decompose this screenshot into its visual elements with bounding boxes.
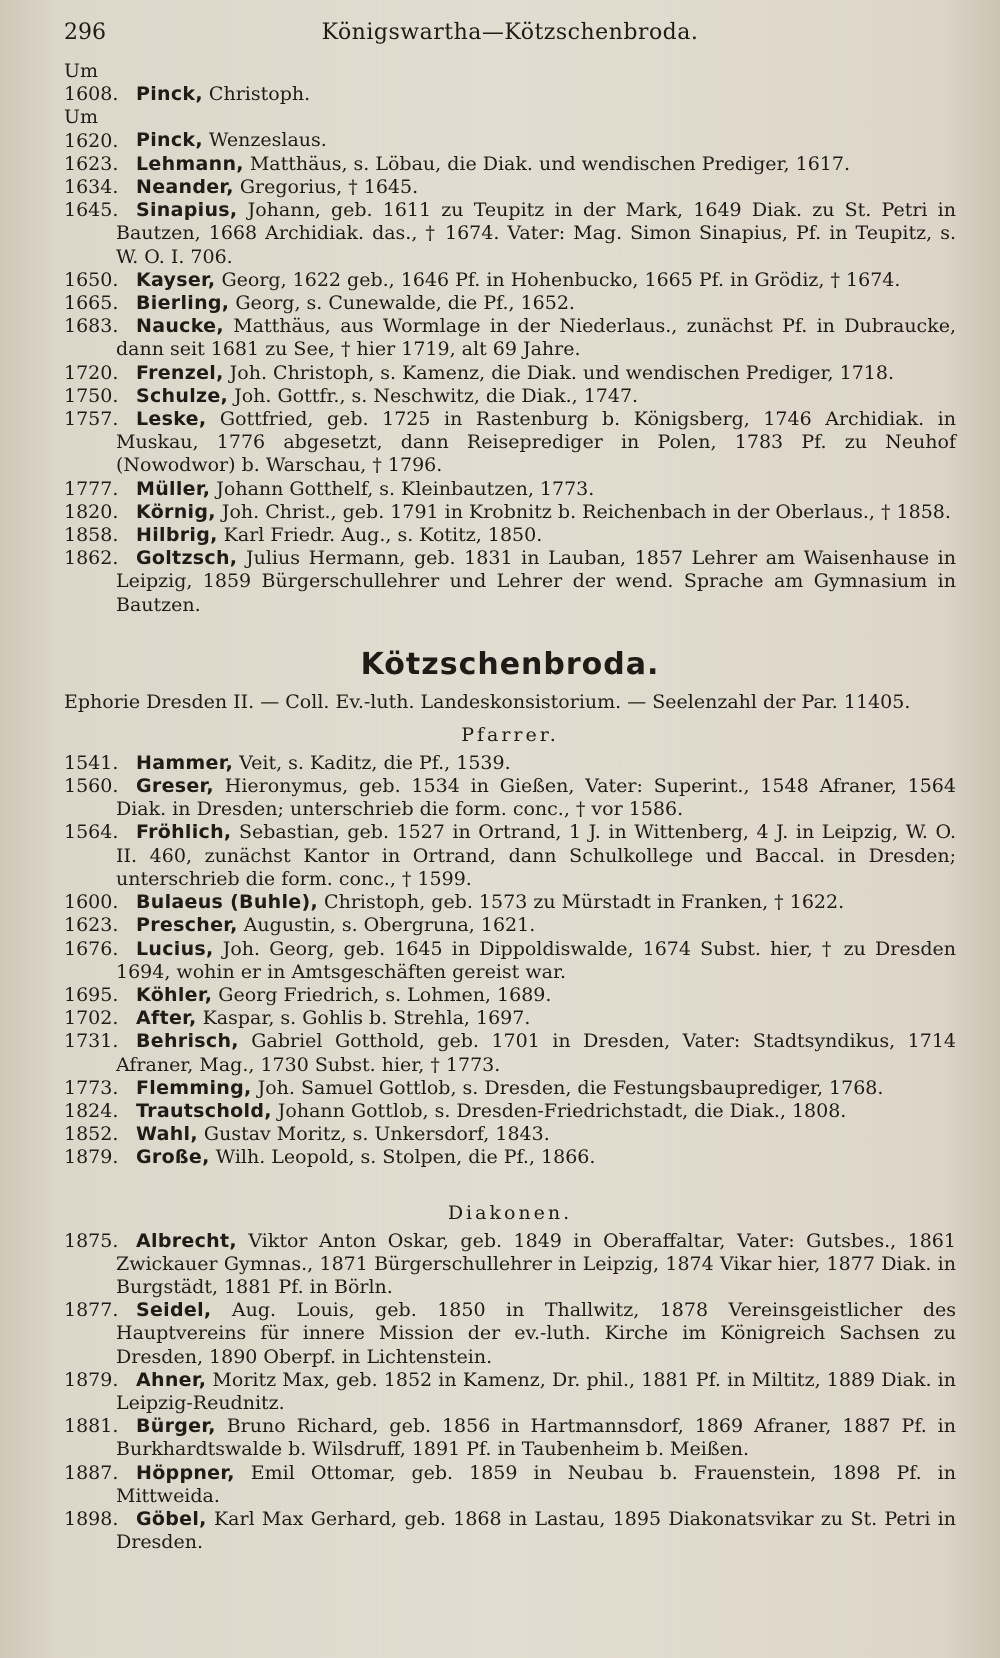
entry-year: 1773. — [64, 1076, 119, 1099]
list-item — [64, 524, 956, 547]
entry-text: Johann Gottlob, s. Dresden-Friedrichstadt, die Diak., 1808. — [271, 1099, 847, 1122]
list-item — [64, 408, 956, 478]
entry-year: 1820. — [64, 500, 119, 523]
page-number: 296 — [64, 20, 106, 45]
entry-name: Albrecht, — [136, 1229, 237, 1252]
entry-year: 1879. — [64, 1146, 119, 1169]
list-item — [64, 199, 956, 269]
list-item — [64, 1508, 956, 1554]
entry-year: 1650. — [64, 268, 119, 291]
entry-text: Georg, 1622 geb., 1646 Pf. in Hohenbucko, 1665 Pf. in Grödiz, † 1674. — [215, 268, 901, 291]
entry-year: 1750. — [64, 384, 119, 407]
entry-name: Neander, — [136, 176, 234, 199]
entry-year: 1665. — [64, 292, 119, 315]
entry-name: Göbel, — [136, 1507, 207, 1530]
running-title: Königswartha—Kötzschenbroda. — [321, 20, 699, 45]
entry-name: Hammer, — [136, 751, 234, 774]
entry-year: 1879. — [64, 1368, 119, 1391]
list-item — [64, 821, 956, 891]
entry-year: 1645. — [64, 199, 119, 222]
list-item — [64, 1146, 956, 1169]
list-item — [64, 775, 956, 821]
entry-year: 1898. — [64, 1507, 119, 1530]
entry-text: Aug. Louis, geb. 1850 in Thallwitz, 1878 Vereinsgeistlicher des Hauptvereins für innere Mission der ev.-luth. Kirche im Königreich Sachsen zu Dresden, 1890 Oberpf. in Lichtenstein. — [116, 1299, 956, 1368]
list-item — [64, 547, 956, 617]
list-item — [64, 269, 956, 292]
entry-year: 1881. — [64, 1415, 119, 1438]
entry-name: Seidel, — [136, 1299, 212, 1322]
entry-name: Prescher, — [136, 914, 238, 937]
entry-name: Leske, — [136, 408, 207, 431]
list-item — [64, 1030, 956, 1076]
list-item — [64, 914, 956, 937]
entry-name: Fröhlich, — [136, 821, 232, 844]
entry-year: 1634. — [64, 176, 119, 199]
entry-text: Georg Friedrich, s. Lohmen, 1689. — [212, 983, 552, 1006]
entry-year: 1623. — [64, 152, 119, 175]
entry-text: Wilh. Leopold, s. Stolpen, die Pf., 1866. — [209, 1146, 596, 1169]
pfarrer-list — [64, 752, 956, 1170]
page-header — [64, 20, 956, 60]
entry-year: 1600. — [64, 891, 119, 914]
list-item — [64, 1415, 956, 1461]
entry-text: Augustin, s. Obergruna, 1621. — [237, 914, 536, 937]
entry-name: Höppner, — [136, 1461, 235, 1484]
entry-text: Johann Gotthelf, s. Kleinbautzen, 1773. — [210, 477, 595, 500]
entry-year: 1702. — [64, 1007, 119, 1030]
entry-name: Bierling, — [136, 292, 230, 315]
entry-name: Müller, — [136, 477, 211, 500]
list-item — [64, 1077, 956, 1100]
entry-year: 1720. — [64, 361, 119, 384]
pfarrer-heading: Pfarrer. — [461, 723, 559, 746]
diakonen-heading: Diakonen. — [447, 1201, 573, 1224]
list-item — [64, 1123, 956, 1146]
entry-name: Goltzsch, — [136, 547, 238, 570]
entry-year: 1731. — [64, 1030, 119, 1053]
koenigswartha-list — [64, 60, 956, 617]
entry-text: Gabriel Gotthold, geb. 1701 in Dresden, Vater: Stadtsyndikus, 1714 Afraner, Mag., 1730 Subst. hier, † 1773. — [116, 1030, 956, 1076]
entry-name: Ahner, — [136, 1368, 207, 1391]
entry-text: Veit, s. Kaditz, die Pf., 1539. — [233, 751, 511, 774]
list-item — [64, 1299, 956, 1369]
list-item — [64, 60, 956, 106]
entry-name: Behrisch, — [136, 1030, 239, 1053]
entry-year: 1695. — [64, 983, 119, 1006]
entry-name: Naucke, — [136, 315, 224, 338]
entry-year: 1877. — [64, 1299, 119, 1322]
section-meta: Ephorie Dresden II. — Coll. Ev.-luth. Landeskonsistorium. — Seelenzahl der Par. 11405. — [64, 690, 911, 713]
entry-name: Pinck, — [136, 83, 203, 106]
entry-year: 1683. — [64, 315, 119, 338]
list-item — [64, 1007, 956, 1030]
entry-year: 1824. — [64, 1099, 119, 1122]
list-item — [64, 891, 956, 914]
entry-text: Moritz Max, geb. 1852 in Kamenz, Dr. phil., 1881 Pf. in Miltitz, 1889 Diak. in Leipzig-Reudnitz. — [116, 1368, 956, 1414]
list-item — [64, 362, 956, 385]
list-item — [64, 153, 956, 176]
entry-text: Hieronymus, geb. 1534 in Gießen, Vater: Superint., 1548 Afraner, 1564 Diak. in Dresden; unterschrieb die form. conc., † vor 1586. — [116, 775, 956, 821]
entry-name: Sinapius, — [136, 199, 238, 222]
entry-text: Gregorius, † 1645. — [233, 176, 419, 199]
entry-text: Christoph, geb. 1573 zu Mürstadt in Franken, † 1622. — [318, 891, 845, 914]
list-item — [64, 1462, 956, 1508]
entry-text: Gottfried, geb. 1725 in Rastenburg b. Königsberg, 1746 Archidiak. in Muskau, 1776 abgesetzt, dann Reiseprediger in Polen, 1783 Pf. zu Neuhof (Nowodwor) b. Warschau, † 1796. — [116, 408, 956, 477]
list-item — [64, 1230, 956, 1300]
entry-name: After, — [136, 1007, 197, 1030]
list-item — [64, 292, 956, 315]
entry-name: Frenzel, — [136, 361, 224, 384]
entry-text: Gustav Moritz, s. Unkersdorf, 1843. — [197, 1123, 550, 1146]
entry-text: Joh. Georg, geb. 1645 in Dippoldiswalde, 1674 Subst. hier, † zu Dresden 1694, wohin er in Amtsgeschäften gereist war. — [116, 937, 956, 983]
entry-text: Christoph. — [202, 83, 311, 106]
entry-year: 1560. — [64, 775, 119, 798]
list-item — [64, 1100, 956, 1123]
entry-name: Kayser, — [136, 268, 216, 291]
list-item — [64, 752, 956, 775]
list-item — [64, 315, 956, 361]
entry-name: Lucius, — [136, 937, 214, 960]
entry-year: 1875. — [64, 1229, 119, 1252]
entry-text: Joh. Gottfr., s. Neschwitz, die Diak., 1747. — [228, 384, 639, 407]
entry-text: Matthäus, aus Wormlage in der Niederlaus., zunächst Pf. in Dubraucke, dann seit 1681 zu See, † hier 1719, alt 69 Jahre. — [116, 315, 956, 361]
entry-year: 1852. — [64, 1123, 119, 1146]
entry-text: Matthäus, s. Löbau, die Diak. und wendischen Prediger, 1617. — [243, 152, 851, 175]
entry-year: 1564. — [64, 821, 119, 844]
entry-text: Emil Ottomar, geb. 1859 in Neubau b. Frauenstein, 1898 Pf. in Mittweida. — [116, 1461, 956, 1507]
list-item — [64, 984, 956, 1007]
entry-year: Um 1620. — [64, 106, 119, 152]
entry-year: Um 1608. — [64, 60, 119, 106]
entry-name: Flemming, — [136, 1076, 252, 1099]
entry-year: 1757. — [64, 408, 119, 431]
entry-text: Joh. Christoph, s. Kamenz, die Diak. und wendischen Prediger, 1718. — [223, 361, 894, 384]
entry-name: Große, — [136, 1146, 210, 1169]
list-item — [64, 478, 956, 501]
entry-name: Pinck, — [136, 129, 203, 152]
entry-name: Bürger, — [136, 1415, 216, 1438]
entry-year: 1623. — [64, 914, 119, 937]
list-item — [64, 385, 956, 408]
entry-text: Viktor Anton Oskar, geb. 1849 in Oberaffaltar, Vater: Gutsbes., 1861 Zwickauer Gymnas., 1871 Bürgerschullehrer in Leipzig, 1874 Vikar hier, 1877 Diak. in Burgstädt, 1881 Pf. in Börln. — [116, 1229, 956, 1298]
entry-name: Trautschold, — [136, 1099, 272, 1122]
entry-year: 1676. — [64, 937, 119, 960]
entry-text: Joh. Samuel Gottlob, s. Dresden, die Festungsbauprediger, 1768. — [251, 1076, 884, 1099]
list-item — [64, 176, 956, 199]
section-title: Kötzschenbroda. — [360, 646, 660, 682]
entry-year: 1862. — [64, 547, 119, 570]
list-item — [64, 938, 956, 984]
entry-text: Karl Friedr. Aug., s. Kotitz, 1850. — [217, 524, 543, 547]
entry-text: Wenzeslaus. — [202, 129, 327, 152]
entry-year: 1541. — [64, 751, 119, 774]
entry-text: Joh. Christ., geb. 1791 in Krobnitz b. Reichenbach in der Oberlaus., † 1858. — [215, 500, 951, 523]
entry-name: Körnig, — [136, 500, 216, 523]
entry-name: Schulze, — [136, 384, 229, 407]
entry-name: Köhler, — [136, 983, 213, 1006]
entry-text: Karl Max Gerhard, geb. 1868 in Lastau, 1895 Diakonatsvikar zu St. Petri in Dresden. — [116, 1507, 956, 1554]
entry-name: Bulaeus (Buhle), — [136, 891, 318, 914]
list-item — [64, 1369, 956, 1415]
entry-text: Sebastian, geb. 1527 in Ortrand, 1 J. in Wittenberg, 4 J. in Leipzig, W. O. II. 460, zunächst Kantor in Ortrand, dann Schulkollege und Baccal. in Dresden; unterschrieb die form. conc., † 1599. — [116, 821, 956, 890]
entry-year: 1777. — [64, 477, 119, 500]
entry-name: Greser, — [136, 775, 214, 798]
diakonen-list — [64, 1230, 956, 1555]
entry-name: Hilbrig, — [136, 524, 218, 547]
entry-year: 1887. — [64, 1461, 119, 1484]
entry-text: Georg, s. Cunewalde, die Pf., 1652. — [229, 292, 575, 315]
list-item — [64, 501, 956, 524]
entry-name: Lehmann, — [136, 152, 244, 175]
entry-name: Wahl, — [136, 1123, 198, 1146]
entry-text: Johann, geb. 1611 zu Teupitz in der Mark, 1649 Diak. zu St. Petri in Bautzen, 1668 Archidiak. das., † 1674. Vater: Mag. Simon Sinapius, Pf. in Teupitz, s. W. O. I. 706. — [116, 199, 956, 268]
entry-year: 1858. — [64, 524, 119, 547]
entry-text: Julius Hermann, geb. 1831 in Lauban, 1857 Lehrer am Waisenhause in Leipzig, 1859 Bürgerschullehrer und Lehrer der wend. Sprache am Gymnasium in Bautzen. — [116, 547, 956, 616]
entry-text: Bruno Richard, geb. 1856 in Hartmannsdorf, 1869 Afraner, 1887 Pf. in Burkhardtswalde b. Wilsdruff, 1891 Pf. in Taubenheim b. Meißen. — [116, 1415, 956, 1461]
list-item — [64, 106, 956, 152]
entry-text: Kaspar, s. Gohlis b. Strehla, 1697. — [196, 1007, 531, 1030]
